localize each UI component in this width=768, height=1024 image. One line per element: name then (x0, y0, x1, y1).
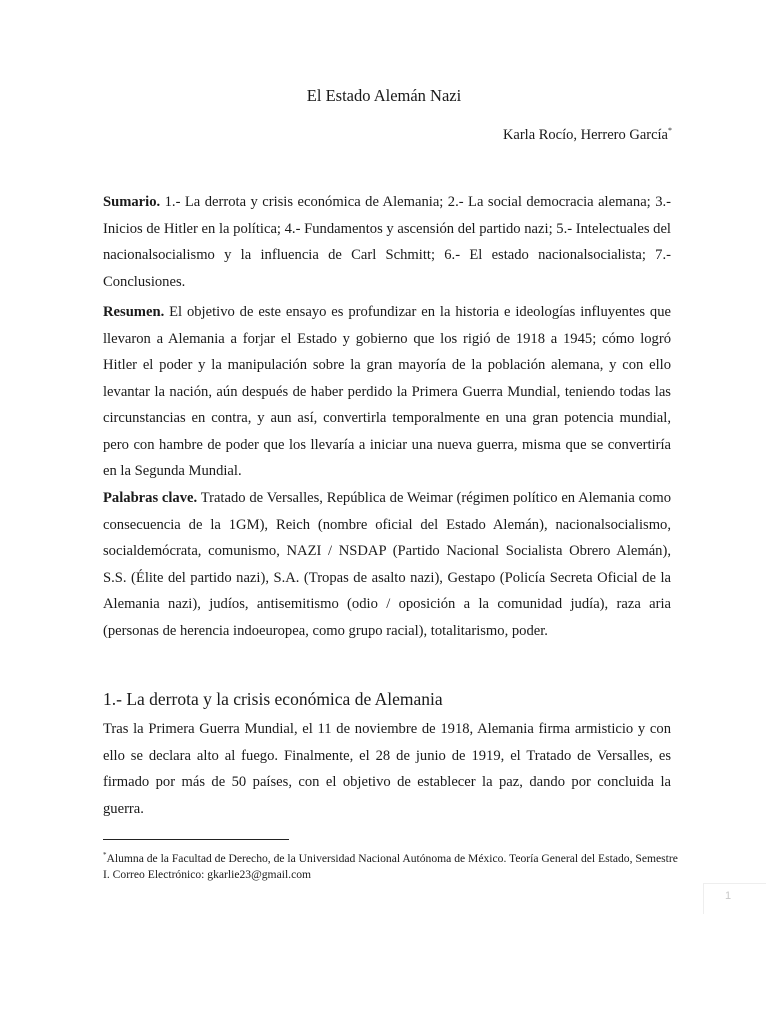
resumen-paragraph (103, 299, 671, 485)
author-footnote-mark: * (668, 126, 672, 135)
resumen-text: El objetivo de este ensayo es profundizar en la historia e ideologías influyentes que llevaron a Alemania a forjar el Estado y gobierno que los rigió de 1918 a 1945; cómo logró Hitler el poder y la manipulación sobre la gran mayoría de la población alemana, y con ello levantar la nación, aún después de haber perdido la Primera Guerra Mundial, teniendo todas las circunstancias en contra, y aun así, convertirla temporalmente en una gran potencia mundial, pero con hambre de poder que los llevaría a iniciar una nueva guerra, misma que se convertiría en la Segunda Mundial. (103, 304, 672, 479)
sumario-label: Sumario. (103, 194, 161, 210)
sumario-paragraph (103, 189, 671, 295)
footnote-text: Alumna de la Facultad de Derecho, de la Universidad Nacional Autónoma de México. Teoría General del Estado, Semestre I. Correo Electrónico: gkarlie23@gmail.com (103, 851, 678, 881)
section-heading: 1.- La derrota y la crisis económica de Alemania (103, 689, 443, 709)
document-title: El Estado Alemán Nazi (306, 86, 462, 105)
author-name: Karla Rocío, Herrero García (502, 126, 668, 143)
keywords-text: Tratado de Versalles, República de Weimar (régimen político en Alemania como consecuencia de la 1GM), Reich (nombre oficial del Estado Alemán), nacionalsocialismo, socialdemócrata, comunismo, NAZI / NSDAP (Partido Nacional Socialista Obrero Alemán), S.S. (Élite del partido nazi), S.A. (Tropas de asalto nazi), Gestapo (Policía Secreta Oficial de la Alemania nazi), judíos, antisemitismo (odio / oposición a la comunidad judía), raza aria (personas de herencia indoeuropea, como grupo racial), totalitarismo, poder. (103, 490, 671, 639)
footnote-divider (103, 839, 289, 840)
author-line (503, 126, 672, 144)
sumario-text: 1.- La derrota y crisis económica de Alemania; 2.- La social democracia alemana; 3.- Inicios de Hitler en la política; 4.- Fundamentos y ascensión del partido nazi; 5.- Intelectuales del nacionalsocialismo y la influencia de Carl Schmitt; 6.- El estado nacionalsocialista; 7.- Conclusiones. (103, 194, 671, 290)
footnote (103, 847, 683, 883)
keywords-paragraph (103, 485, 671, 644)
resumen-label: Resumen. (103, 304, 165, 320)
footnote-mark: * (103, 851, 107, 859)
keywords-label: Palabras clave. (103, 490, 198, 506)
page-number-frame (703, 883, 766, 914)
section-body: Tras la Primera Guerra Mundial, el 11 de noviembre de 1918, Alemania firma armisticio y con ello se declara alto al fuego. Finalmente, el 28 de junio de 1919, el Tratado de Versalles, es firmado por más de 50 países, con el objetivo de establecer la paz, dando por concluida la guerra. (103, 721, 671, 817)
page-number: 1 (725, 890, 732, 902)
